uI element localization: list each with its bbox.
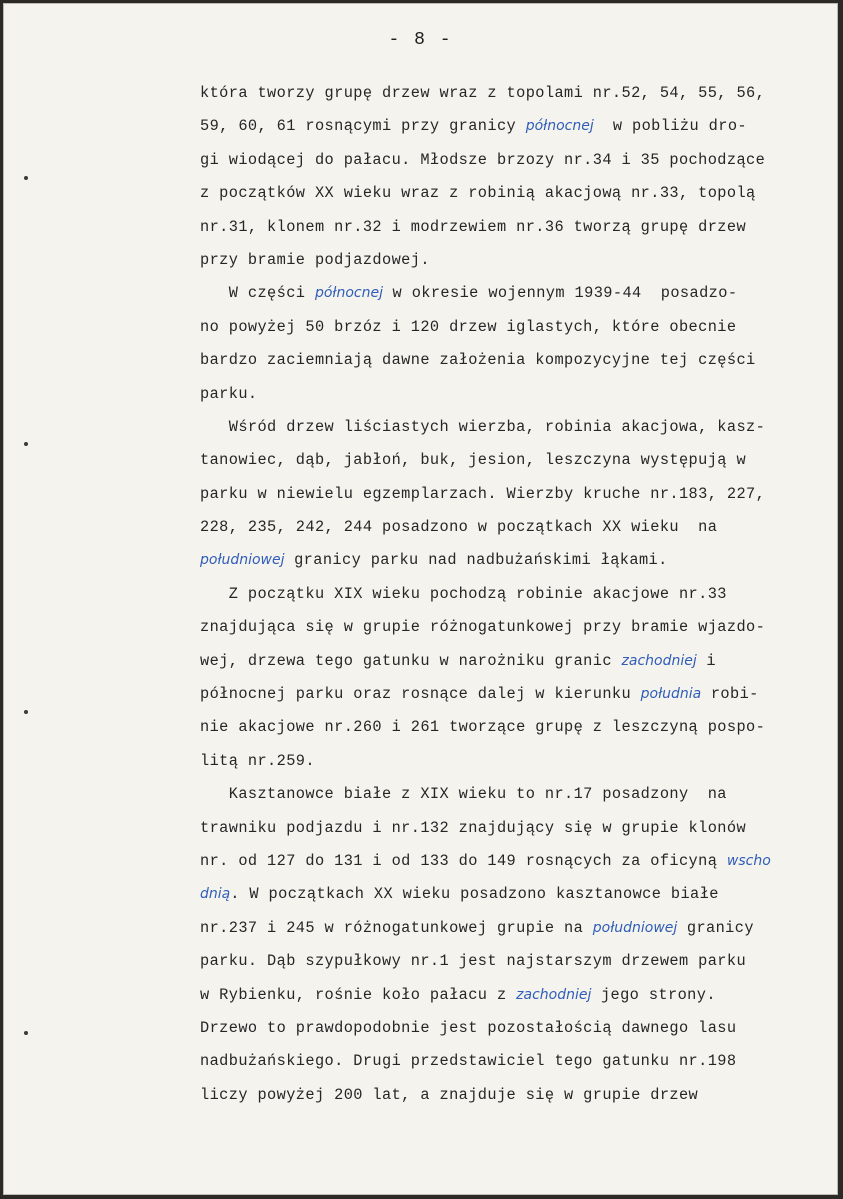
text-line — [200, 77, 840, 110]
typed-text: jego strony. — [591, 985, 716, 1004]
text-line — [200, 711, 840, 744]
document-page — [3, 3, 838, 1195]
typed-text: Z początku XIX wieku pochodzą robinie akacjowe nr.33 — [200, 584, 727, 603]
typed-text: nadbużańskiego. Drugi przedstawiciel tego gatunku nr.198 — [200, 1052, 737, 1071]
typed-text: 228, 235, 242, 244 posadzono w początkach XX wieku na — [200, 518, 718, 537]
text-line — [200, 1012, 840, 1045]
typed-text: parku w niewielu egzemplarzach. Wierzby kruche nr.183, 227, — [200, 484, 766, 503]
text-line — [200, 1079, 840, 1112]
text-line — [200, 211, 840, 244]
handwritten-correction: północnej — [525, 118, 594, 135]
typed-text: parku. Dąb szypułkowy nr.1 jest najstarszym drzewem parku — [200, 952, 747, 971]
typed-text: w pobliżu dro- — [593, 117, 747, 136]
typed-text: Kasztanowce białe z XIX wieku to nr.17 posadzony na — [200, 785, 727, 804]
typed-text: litą nr.259. — [200, 751, 315, 770]
text-line — [200, 878, 840, 911]
text-line — [200, 979, 840, 1012]
text-line — [200, 812, 840, 845]
text-line — [200, 144, 840, 177]
typed-text: . W początkach XX wieku posadzono kasztanowce białe — [230, 885, 719, 904]
text-line — [200, 344, 840, 377]
text-line — [200, 110, 840, 143]
typed-text: nie akacjowe nr.260 i 261 tworzące grupę z leszczyną pospo- — [200, 718, 766, 737]
typed-text: Wśród drzew liściastych wierzba, robinia akacjowa, kasz- — [200, 417, 766, 436]
typed-text: granicy parku nad nadbużańskimi łąkami. — [284, 551, 668, 570]
typed-text: 59, 60, 61 rosnącymi przy granicy — [200, 117, 526, 136]
typed-text: bardzo zaciemniają dawne założenia kompozycyjne tej części — [200, 351, 756, 370]
handwritten-correction: południowej — [592, 919, 678, 936]
typed-text: liczy powyżej 200 lat, a znajduje się w grupie drzew — [200, 1085, 699, 1104]
binder-hole — [24, 1031, 28, 1035]
typed-text: z początków XX wieku wraz z robinią akacjową nr.33, topolą — [200, 184, 756, 203]
typed-text: przy bramie podjazdowej. — [200, 250, 430, 269]
handwritten-correction: północnej — [314, 285, 383, 302]
text-line — [200, 311, 840, 344]
typed-text: w okresie wojennym 1939-44 posadzo- — [382, 284, 738, 303]
typed-text: która tworzy grupę drzew wraz z topolami nr.52, 54, 55, 56, — [200, 84, 766, 102]
binder-hole — [24, 710, 28, 714]
text-line — [200, 411, 840, 444]
text-line — [200, 578, 840, 611]
typed-text: W części — [200, 284, 315, 303]
typed-text: nr.237 i 245 w różnogatunkowej grupie na — [200, 918, 593, 937]
text-line — [200, 912, 840, 945]
binder-hole — [24, 176, 28, 180]
handwritten-correction: wscho — [726, 852, 771, 869]
text-line — [200, 945, 840, 978]
text-line — [200, 444, 840, 477]
typed-text: robi- — [701, 685, 759, 704]
typed-text: trawniku podjazdu i nr.132 znajdujący się w grupie klonów — [200, 818, 747, 837]
typed-text: północnej parku oraz rosnące dalej w kierunku — [200, 685, 641, 704]
typed-text: nr.31, klonem nr.32 i modrzewiem nr.36 tworzą grupę drzew — [200, 217, 747, 236]
text-line — [200, 478, 840, 511]
text-line — [200, 1045, 840, 1078]
text-line — [200, 645, 840, 678]
text-line — [200, 511, 840, 544]
text-line — [200, 544, 840, 577]
typed-text: nr. od 127 do 131 i od 133 do 149 rosnących za oficyną — [200, 851, 727, 870]
text-line — [200, 678, 840, 711]
typed-text: parku. — [200, 384, 258, 403]
text-line — [200, 845, 840, 878]
handwritten-correction: zachodniej — [516, 986, 592, 1003]
typed-text: i — [696, 651, 716, 670]
typewritten-body — [200, 77, 840, 1112]
typed-text: Drzewo to prawdopodobnie jest pozostałością dawnego lasu — [200, 1018, 737, 1037]
typed-text: w Rybienku, rośnie koło pałacu z — [200, 985, 517, 1004]
text-line — [200, 177, 840, 210]
typed-text: granicy — [677, 918, 754, 937]
typed-text: gi wiodącej do pałacu. Młodsze brzozy nr.34 i 35 pochodzące — [200, 150, 766, 169]
handwritten-correction: południowej — [200, 552, 285, 569]
typed-text: wej, drzewa tego gatunku w narożniku granic — [200, 651, 622, 670]
text-line — [200, 244, 840, 277]
binder-hole — [24, 442, 28, 446]
page-number: - 8 - — [388, 30, 453, 50]
text-line — [200, 277, 840, 310]
handwritten-correction: dnią — [200, 886, 231, 903]
text-line — [200, 745, 840, 778]
typed-text: znajdująca się w grupie różnogatunkowej przy bramie wjazdo- — [200, 618, 766, 637]
text-line — [200, 611, 840, 644]
text-line — [200, 778, 840, 811]
typed-text: no powyżej 50 brzóz i 120 drzew iglastych, które obecnie — [200, 317, 737, 336]
text-line — [200, 378, 840, 411]
typed-text: tanowiec, dąb, jabłoń, buk, jesion, leszczyna występują w — [200, 451, 747, 470]
handwritten-correction: zachodniej — [621, 652, 697, 669]
handwritten-correction: południa — [640, 686, 702, 703]
